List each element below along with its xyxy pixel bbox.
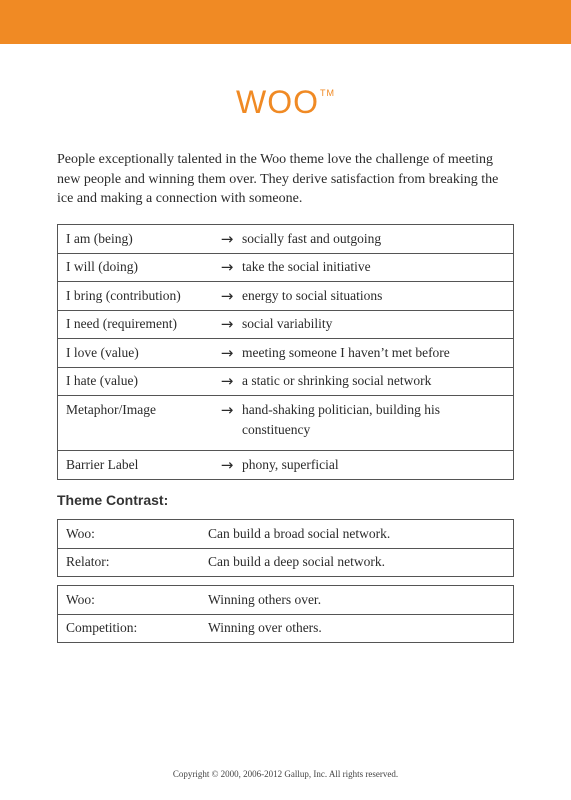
contrast-theme: Relator: — [58, 548, 201, 577]
trademark-mark: TM — [319, 88, 335, 98]
trait-label: I am (being) — [58, 225, 215, 254]
theme-contrast-heading: Theme Contrast: — [57, 492, 169, 508]
table-row — [58, 614, 514, 643]
copyright-footer: Copyright © 2000, 2006-2012 Gallup, Inc. All rights reserved. — [172, 769, 399, 779]
title-text: WOO — [236, 84, 319, 120]
contrast-table-1 — [57, 519, 514, 577]
table-row — [58, 586, 514, 615]
header-band — [0, 0, 571, 44]
arrow-icon: → — [214, 282, 240, 311]
trait-label: I hate (value) — [58, 367, 215, 396]
arrow-icon: → — [214, 225, 240, 254]
table-row — [58, 548, 514, 577]
contrast-text: Winning others over. — [200, 586, 514, 615]
trait-value: phony, superficial — [240, 451, 514, 480]
trait-value: hand-shaking politician, building his constituency — [240, 396, 514, 451]
contrast-text: Winning over others. — [200, 614, 514, 643]
table-row — [58, 282, 514, 311]
table-row — [58, 451, 514, 480]
trait-value: energy to social situations — [240, 282, 514, 311]
table-row — [58, 339, 514, 368]
arrow-icon: → — [214, 451, 240, 480]
contrast-table-2 — [57, 585, 514, 643]
trait-label: I bring (contribution) — [58, 282, 215, 311]
trait-label: I will (doing) — [58, 253, 215, 282]
page-title — [0, 84, 571, 121]
trait-value: a static or shrinking social network — [240, 367, 514, 396]
contrast-theme: Competition: — [58, 614, 201, 643]
table-row — [58, 367, 514, 396]
trait-value: meeting someone I haven’t met before — [240, 339, 514, 368]
trait-label: Metaphor/Image — [58, 396, 215, 451]
arrow-icon: → — [214, 253, 240, 282]
trait-label: I need (requirement) — [58, 310, 215, 339]
table-row — [58, 310, 514, 339]
arrow-icon: → — [214, 339, 240, 368]
contrast-text: Can build a broad social network. — [200, 520, 514, 549]
trait-value: social variability — [240, 310, 514, 339]
arrow-icon: → — [214, 367, 240, 396]
arrow-icon: → — [214, 310, 240, 339]
contrast-text: Can build a deep social network. — [200, 548, 514, 577]
arrow-icon: → — [214, 396, 240, 451]
contrast-theme: Woo: — [58, 586, 201, 615]
table-row — [58, 225, 514, 254]
contrast-theme: Woo: — [58, 520, 201, 549]
trait-value: socially fast and outgoing — [240, 225, 514, 254]
table-row — [58, 520, 514, 549]
intro-paragraph: People exceptionally talented in the Woo theme love the challenge of meeting new people and winning them over. They derive satisfaction from breaking the ice and making a connection with someone. — [57, 152, 499, 206]
trait-label: I love (value) — [58, 339, 215, 368]
trait-value: take the social initiative — [240, 253, 514, 282]
table-row — [58, 253, 514, 282]
table-row — [58, 396, 514, 451]
traits-table — [57, 224, 514, 480]
trait-label: Barrier Label — [58, 451, 215, 480]
